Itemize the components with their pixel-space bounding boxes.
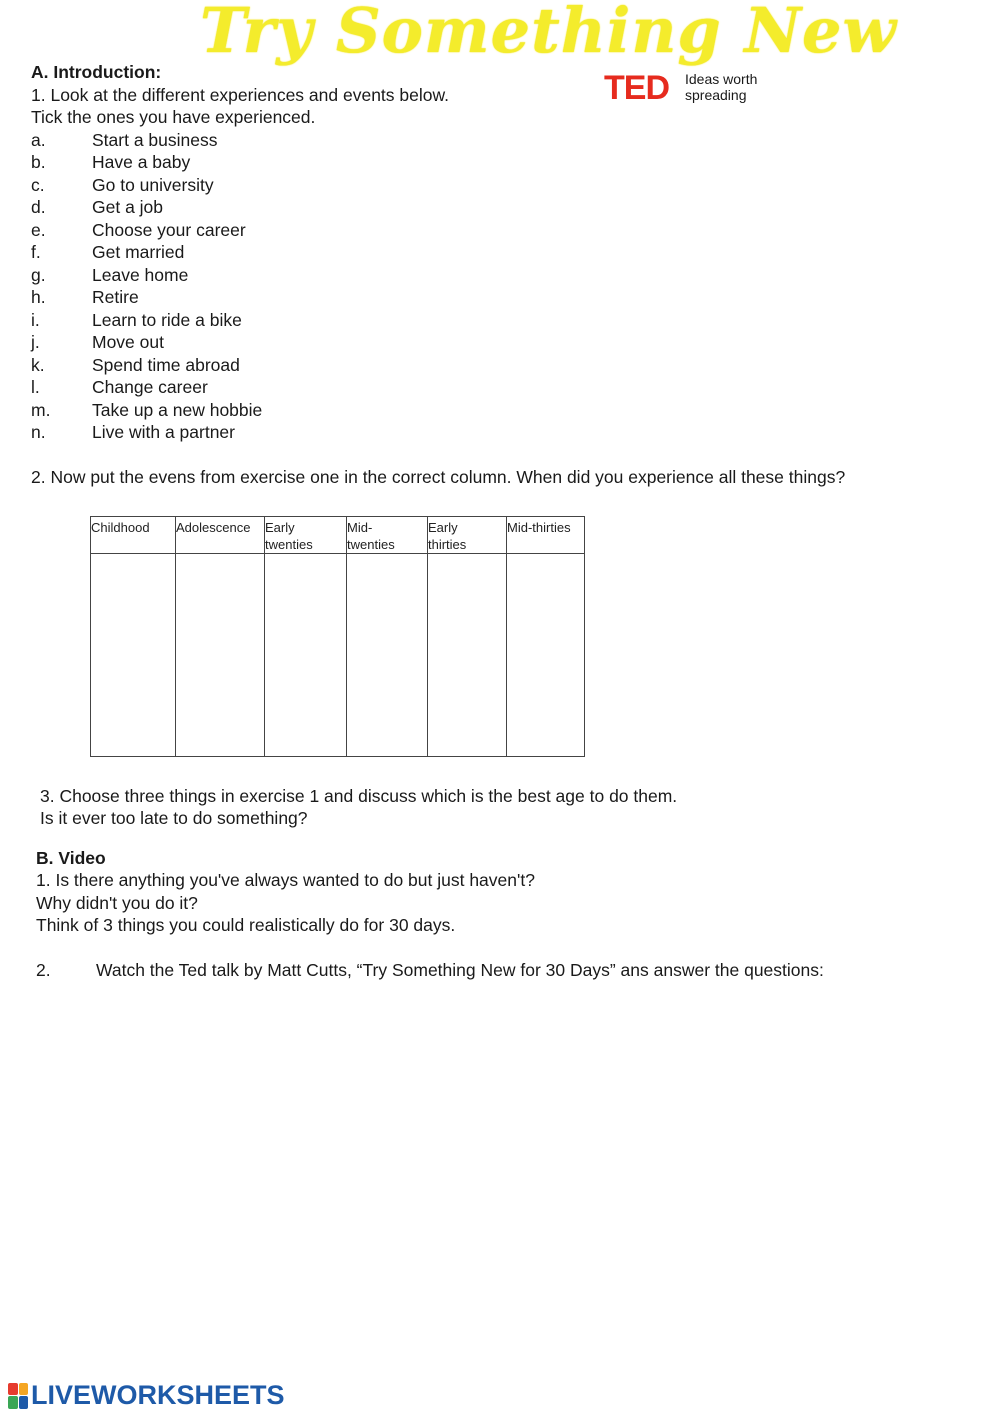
list-text: Live with a partner <box>92 422 235 442</box>
exercise-3-question: Is it ever too late to do something? <box>40 808 308 828</box>
video-question-1-followup: Why didn't you do it? <box>36 893 198 913</box>
list-text: Learn to ride a bike <box>92 310 242 330</box>
answer-cell-adolescence[interactable] <box>176 554 265 757</box>
answer-cell-mid-thirties[interactable] <box>507 554 585 757</box>
list-text: Get a job <box>92 197 164 217</box>
list-letter: m. <box>31 400 51 420</box>
list-letter: f. <box>31 242 41 262</box>
list-letter: c. <box>31 175 45 195</box>
video-question-1-task: Think of 3 things you could realistically do for 30 days. <box>36 915 456 935</box>
list-letter: h. <box>31 287 46 307</box>
list-text: Have a baby <box>92 152 191 172</box>
exercise-1-subinstruction: Tick the ones you have experienced. <box>31 107 316 127</box>
list-text: Retire <box>92 287 139 307</box>
list-text: Choose your career <box>92 220 246 240</box>
answer-cell-early-twenties[interactable] <box>265 554 347 757</box>
liveworksheets-icon <box>8 1383 28 1409</box>
answer-cell-mid-twenties[interactable] <box>347 554 428 757</box>
liveworksheets-logo[interactable] <box>8 1380 285 1411</box>
list-letter: k. <box>31 355 45 375</box>
video-question-2-number: 2. <box>36 960 51 980</box>
list-text: Take up a new hobbie <box>92 400 263 420</box>
ted-tagline-line-2: spreading <box>685 87 747 103</box>
list-letter: j. <box>31 332 40 352</box>
ted-tagline-line-1: Ideas worth <box>685 71 758 87</box>
column-header-childhood: Childhood <box>91 517 176 554</box>
column-header-early-thirties: Early thirties <box>428 517 507 554</box>
list-text: Go to university <box>92 175 214 195</box>
exercise-2-instruction: 2. Now put the evens from exercise one in the correct column. When did you experience all these things? <box>31 467 846 487</box>
column-header-mid-thirties: Mid-thirties <box>507 517 585 554</box>
ted-logo: TED <box>604 69 669 107</box>
section-a-heading: A. Introduction: <box>31 62 162 82</box>
column-header-mid-twenties: Mid- twenties <box>347 517 428 554</box>
answer-cell-early-thirties[interactable] <box>428 554 507 757</box>
age-columns-table <box>90 516 585 757</box>
list-letter: g. <box>31 265 46 285</box>
worksheet-title: Try Something New <box>200 0 897 67</box>
section-b-heading: B. Video <box>36 848 106 868</box>
list-text: Change career <box>92 377 208 397</box>
list-letter: l. <box>31 377 40 397</box>
column-header-adolescence: Adolescence <box>176 517 265 554</box>
liveworksheets-brand: LIVEWORKSHEETS <box>31 1380 285 1410</box>
video-question-2: Watch the Ted talk by Matt Cutts, “Try Something New for 30 Days” ans answer the questions: <box>96 960 824 980</box>
list-letter: b. <box>31 152 46 172</box>
exercise-3-instruction: 3. Choose three things in exercise 1 and discuss which is the best age to do them. <box>40 786 678 806</box>
video-question-1: 1. Is there anything you've always wanted to do but just haven't? <box>36 870 535 890</box>
list-text: Spend time abroad <box>92 355 240 375</box>
list-text: Move out <box>92 332 164 352</box>
list-letter: a. <box>31 130 46 150</box>
ted-tagline <box>685 71 757 103</box>
answer-cell-childhood[interactable] <box>91 554 176 757</box>
list-text: Start a business <box>92 130 218 150</box>
list-letter: e. <box>31 220 46 240</box>
list-letter: d. <box>31 197 46 217</box>
list-letter: i. <box>31 310 40 330</box>
exercise-1-instruction: 1. Look at the different experiences and events below. <box>31 85 450 105</box>
list-text: Leave home <box>92 265 189 285</box>
column-header-early-twenties: Early twenties <box>265 517 347 554</box>
list-letter: n. <box>31 422 46 442</box>
list-text: Get married <box>92 242 185 262</box>
